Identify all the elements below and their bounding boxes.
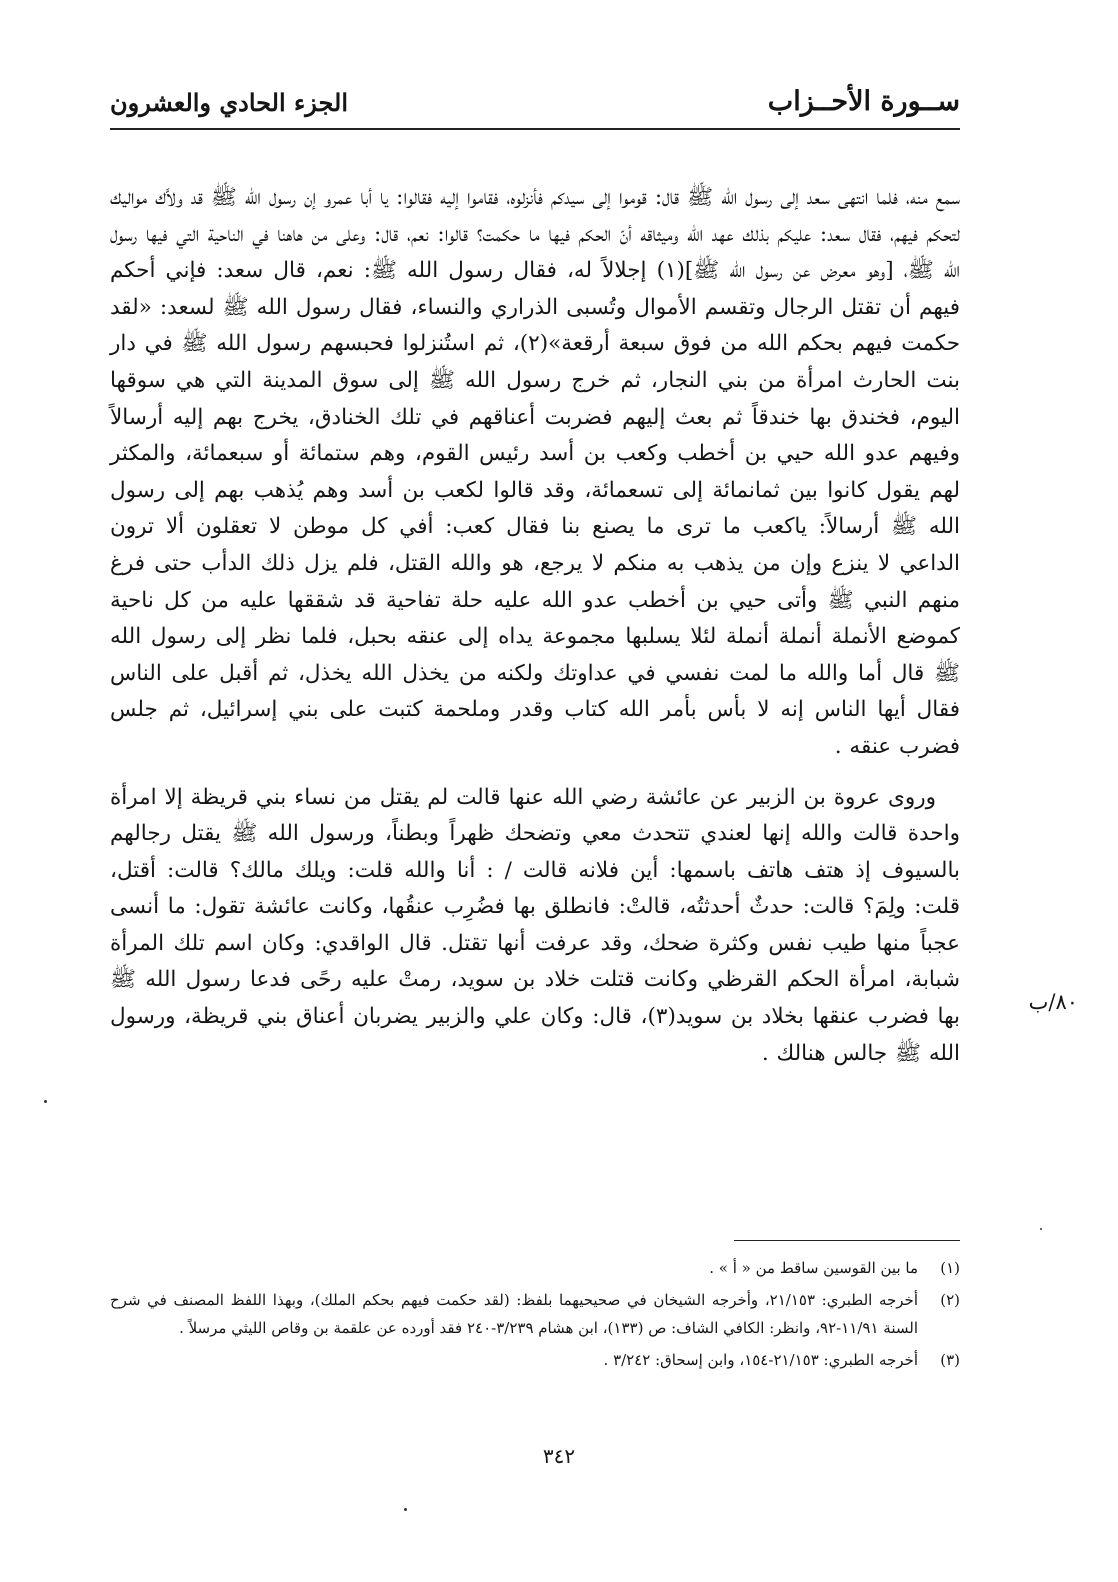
- header-divider: [110, 128, 960, 130]
- scan-speck: [1040, 1228, 1042, 1230]
- running-header: [110, 82, 960, 124]
- main-text: [110, 180, 960, 1072]
- scan-speck: [44, 1100, 47, 1103]
- footnote-text: ما بين القوسين ساقط من « أ » .: [709, 1259, 918, 1277]
- page-number: ٣٤٢: [542, 1444, 576, 1468]
- footnote-divider: [734, 1240, 960, 1241]
- footnote-text: أخرجه الطبري: ٢١/١٥٣-١٥٤، وابن إسحاق: ٣/٢٤٢ .: [603, 1351, 918, 1369]
- paragraph-1: سمع منه، فلما انتهى سعد إلى رسول الله ﷺ قال: قوموا إلى سيدكم فأنزلوه، فقاموا إليه فقالوا: يا أبا عمرو إن رسول الله ﷺ قد ولاَّك مواليك لتحكم فيهم، فقال سعد: عليكم بذلك عهد الله وميثاقه أنّ الحكم فيها ما حكمت؟ قالوا: نعم، قال: وعلى من هاهنا في الناحية التي فيها رسول الله ﷺ، [وهو معرض عن رسول الله ﷺ](١) إجلالاً له، فقال رسول الله ﷺ: نعم، قال سعد: فإني أحكم فيهم أن تقتل الرجال وتقسم الأموال وتُسبى الذراري والنساء، فقال رسول الله ﷺ لسعد: «لقد حكمت فيهم بحكم الله من فوق سبعة أرقعة»(٢)، ثم استُنزلوا فحبسهم رسول الله ﷺ في دار بنت الحارث امرأة من بني النجار، ثم خرج رسول الله ﷺ إلى سوق المدينة التي هي سوقها اليوم، فخندق بها خندقاً ثم بعث إليهم فضربت أعناقهم في تلك الخنادق، يخرج بهم إليه أرسالاً وفيهم عدو الله حيي بن أخطب وكعب بن أسد رئيس القوم، وهم ستمائة أو سبعمائة، والمكثر لهم يقول كانوا بين ثمانمائة إلى تسعمائة، وقد قالوا لكعب بن أسد وهم يُذهب بهم إلى رسول الله ﷺ أرسالاً: ياكعب ما ترى ما يصنع بنا فقال كعب: أفي كل موطن لا تعقلون ألا ترون الداعي لا ينزع وإن من يذهب به منكم لا يرجع، هو والله القتل، فلم يزل ذلك الدأب حتى فرغ منهم النبي ﷺ وأتى حيي بن أخطب عدو الله عليه حلة تفاحية قد شققها عليه من كل ناحية كموضع الأنملة أنملة أنملة لئلا يسلبها مجموعة يداه إلى عنقه بحبل، فلما نظر إلى رسول الله ﷺ قال أما والله ما لمت نفسي في عداوتك ولكنه من يخذل الله يخذل، ثم أقبل على الناس فقال أيها الناس إنه لا بأس بأمر الله كتاب وقدر وملحمة كتبت على بني إسرائيل، ثم جلس فضرب عنقه .: [110, 185, 960, 759]
- footnote-number: (٢): [940, 1291, 960, 1309]
- scan-speck: [404, 1508, 407, 1511]
- footnote-number: (١): [940, 1259, 960, 1277]
- paragraph-2: وروى عروة بن الزبير عن عائشة رضي الله عنها قالت لم يقتل من نساء بني قريظة إلا امرأة واحدة قالت والله إنها لعندي تتحدث معي وتضحك ظهراً وبطناً، ورسول الله ﷺ يقتل رجالهم بالسيوف إذ هتف هاتف باسمها: أين فلانه قالت / : أنا والله قلت: ويلك مالك؟ قالت: أقتل، قلت: ولِمَ؟ قالت: حدثٌ أحدثتُه، قالتْ: فانطلق بها فضُرِب عنقُها، وكانت عائشة تقول: ما أنسى عجباً منها طيب نفس وكثرة ضحك، وقد عرفت أنها تقتل. قال الواقدي: وكان اسم تلك المرأة شبابة، امرأة الحكم القرظي وكانت قتلت خلاد بن سويد، رمتْ عليه رحًى فدعا رسول الله ﷺ بها فضرب عنقها بخلاد بن سويد(٣)، قال: وكان علي والزبير يضربان أعناق بني قريظة، ورسول الله ﷺ جالس هنالك .: [110, 784, 960, 1066]
- footnote-text: أخرجه الطبري: ٢١/١٥٣، وأخرجه الشيخان في صحيحيهما بلفظ: (لقد حكمت فيهم بحكم الملك)، وبهذا اللفظ المصنف في شرح السنة ١١/٩١-٩٢، وانظر: الكافي الشاف: ص (١٣٣)، ابن هشام ٣/٢٣٩-٢٤٠ فقد أورده عن علقمة بن وقاص الليثي مرسلاً .: [110, 1291, 918, 1337]
- footnote-number: (٣): [940, 1351, 960, 1369]
- footnotes: [110, 1254, 960, 1378]
- juz-title: الجزء الحادي والعشرون: [110, 88, 348, 117]
- surah-title: ســورة الأحــزاب: [767, 86, 960, 117]
- footnote: [110, 1346, 960, 1374]
- footnote: [110, 1286, 960, 1342]
- manuscript-folio-note: ٨٠/ب: [1028, 990, 1078, 1014]
- footnote: [110, 1254, 960, 1282]
